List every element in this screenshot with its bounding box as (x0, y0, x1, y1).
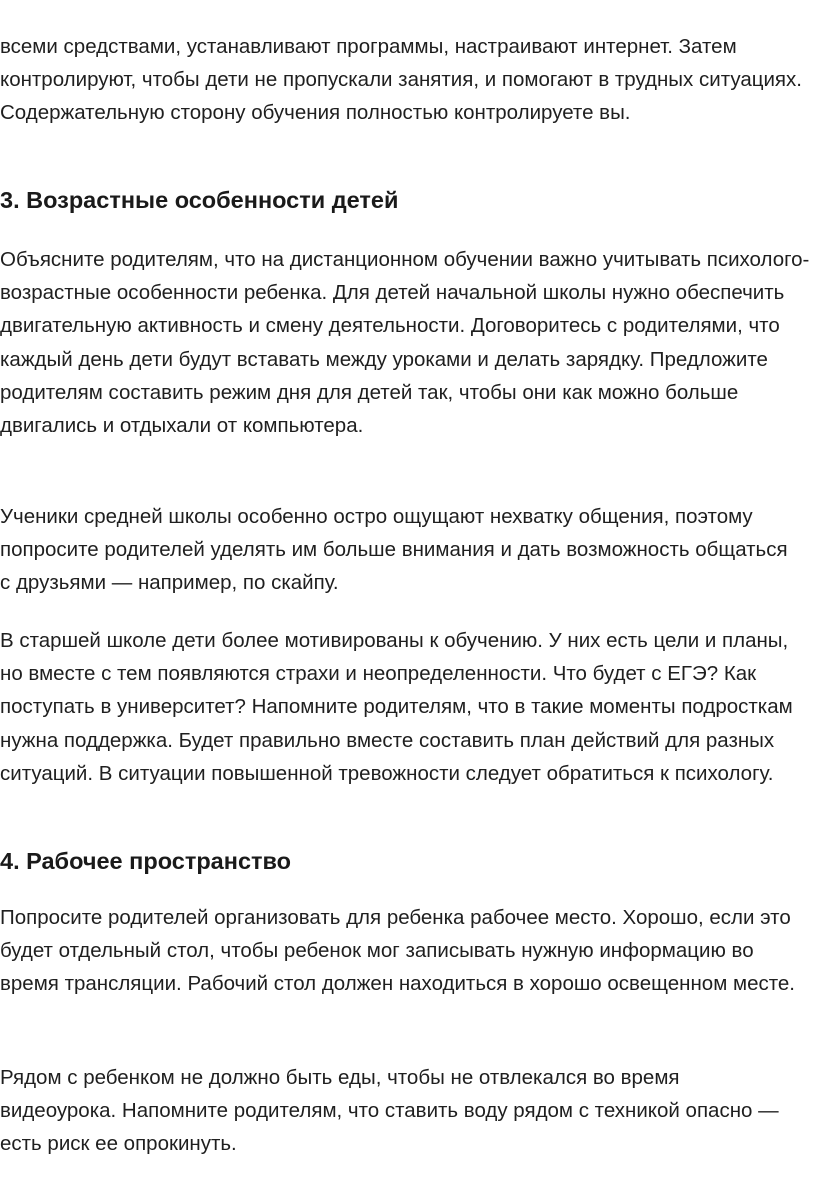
paragraph-middle-school: Ученики средней школы особенно остро ощущают нехватку общения, поэтому попросите родителей уделять им больше внимания и дать возможность общаться с друзьями — например, по скайпу. (0, 505, 788, 595)
paragraph-primary-school: Объясните родителям, что на дистанционном обучении важно учитывать психолого-возрастные особенности ребенка. Для детей начальной школы нужно обеспечить двигательную активность и смену деятельности. Договоритесь с родителями, что каждый день дети будут вставать между уроками и делать зарядку. Предложите родителям составить режим дня для детей так, чтобы они как можно больше двигались и отдыхали от компьютера. (0, 248, 810, 438)
section-heading-workspace: 4. Рабочее пространство (0, 848, 292, 874)
intro-paragraph: всеми средствами, устанавливают программы, настраивают интернет. Затем контролируют, чтобы дети не пропускали занятия, и помогают в трудных ситуациях. Содержательную сторону обучения полностью контролируете вы. (0, 35, 802, 125)
paragraph-high-school: В старшей школе дети более мотивированы к обучению. У них есть цели и планы, но вместе с тем появляются страхи и неопределенности. Что будет с ЕГЭ? Как поступать в университет? Напомните родителям, что в такие моменты подросткам нужна поддержка. Будет правильно вместе составить план действий для разных ситуаций. В ситуации повышенной тревожности следует обратиться к психологу. (0, 629, 793, 785)
paragraph-workspace-safety: Рядом с ребенком не должно быть еды, чтобы не отвлекался во время видеоурока. Напомните родителям, что ставить воду рядом с техникой опасно — есть риск ее опрокинуть. (0, 1066, 779, 1156)
paragraph-workspace-desk: Попросите родителей организовать для ребенка рабочее место. Хорошо, если это будет отдельный стол, чтобы ребенок мог записывать нужную информацию во время трансляции. Рабочий стол должен находиться в хорошо освещенном месте. (0, 906, 795, 996)
section-heading-age-features: 3. Возрастные особенности детей (0, 187, 399, 213)
